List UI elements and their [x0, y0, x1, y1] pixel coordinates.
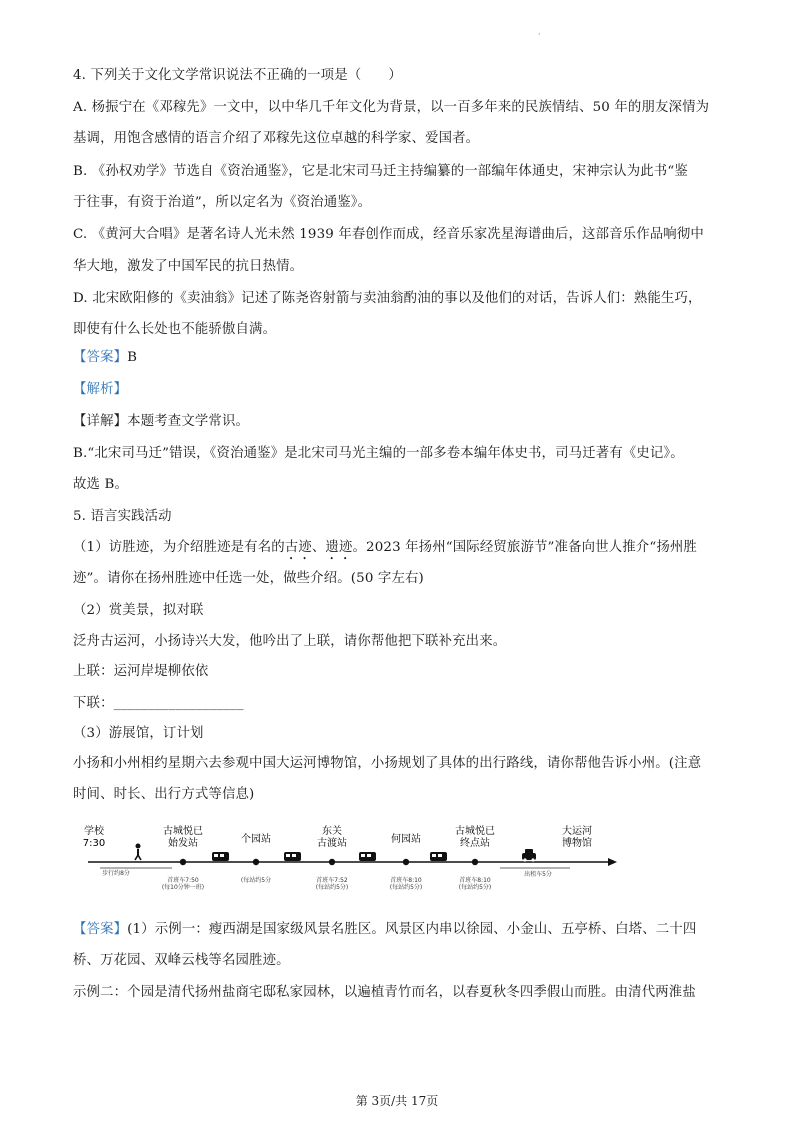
- stop-dot: [253, 859, 259, 865]
- q5-stem: 5. 语言实践活动: [73, 509, 172, 524]
- q4-option-c-line2: 华大地，激发了中国军民的抗日热情。: [73, 259, 304, 274]
- stop-subtitle: 博物馆: [562, 838, 592, 849]
- stop-name: 古城悦已: [455, 826, 495, 837]
- q5-answer-line1: [73, 920, 696, 940]
- answer-value: B: [127, 350, 138, 365]
- page-mark: ·: [538, 30, 541, 39]
- q5-part1-text-a: （1）访胜迹，为介绍胜迹是有名的: [73, 540, 285, 555]
- lower-couplet-blank: 下联：___________________: [73, 696, 244, 711]
- route-note: (每站约5分): [315, 884, 349, 891]
- bus-icon-2: [284, 852, 301, 861]
- q4-option-b-line2: 于往事，有资于治道”，所以定名为《资治通鉴》。: [73, 195, 372, 210]
- stop-dot: [472, 859, 478, 865]
- q4-option-c-line1: C. 《黄河大合唱》是著名诗人光未然 1939 年春创作而成，经音乐家冼星海谱曲后，这部音乐作品响彻中: [73, 227, 704, 242]
- emphasized-word-yiji: 遗迹: [325, 540, 353, 555]
- stop-name: 何园站: [391, 834, 421, 845]
- route-stop: [241, 832, 271, 865]
- q5-answer-line3: 示例二：个园是清代扬州盐商宅邸私家园林，以遍植青竹而名，以春夏秋冬四季假山而胜。由清代两淮盐: [73, 985, 696, 1000]
- separator: 、: [311, 540, 326, 555]
- bus-icon-4: [430, 852, 447, 861]
- q5-part3-text-line2: 时间、时长、出行方式等信息): [73, 787, 255, 802]
- stop-dot: [403, 859, 409, 865]
- answer-tag: 【答案】: [73, 350, 128, 365]
- stop-subtitle: 7:30: [82, 838, 106, 849]
- stop-name: 东关: [322, 826, 342, 837]
- q4-option-b-line1: B. 《孙权劝学》节选自《资治通鉴》，它是北宋司马迁主持编纂的一部编年体通史，宋神宗认为此书“鉴: [73, 164, 688, 179]
- walker-icon: [135, 844, 141, 861]
- q5-part1-line1: [73, 538, 697, 563]
- q5-part3-text-line1: 小扬和小州相约星期六去参观中国大运河博物馆，小扬规划了具体的出行路线，请你帮他告诉小州。(注意: [73, 756, 702, 771]
- q4-option-d-line2: 即使有什么长处也不能骄傲自满。: [73, 322, 277, 337]
- bus-icon-3: [359, 852, 376, 861]
- page-footer: 第 3页/共 17页: [355, 1094, 439, 1108]
- route-arrowhead: [608, 858, 617, 866]
- route-stop: [83, 824, 105, 849]
- q4-detail: 【详解】本题考查文学常识。: [73, 414, 250, 429]
- stop-name: 学校: [84, 826, 104, 837]
- q4-explanation: B.“北宋司马迁”错误，《资治通鉴》是北宋司马光主编的一部多卷本编年体史书，司马迁著有《史记》。: [73, 446, 684, 461]
- q5-answer-text: (1）示例一：瘦西湖是国家级风景名胜区。风景区内串以徐园、小金山、五亭桥、白塔、二十四: [127, 922, 697, 937]
- q5-part2-title: （2）赏美景，拟对联: [73, 603, 204, 618]
- stop-dot: [329, 859, 335, 865]
- q5-part1-text-b: 。2023 年扬州“国际经贸旅游节”准备向世人推介“扬州胜: [352, 540, 697, 555]
- stop-subtitle: 终点站: [460, 838, 490, 849]
- route-note: 首班车7:52: [316, 877, 348, 884]
- route-note: 首班车8:10: [459, 877, 491, 884]
- q4-option-a-line2: 基调，用饱含感情的语言介绍了邓稼先这位卓越的科学家、爱国者。: [73, 131, 480, 146]
- stop-dot: [180, 859, 186, 865]
- bus-icon-1: [212, 852, 229, 861]
- stop-name: 古城悦已: [163, 826, 203, 837]
- q4-conclusion: 故选 B。: [73, 477, 129, 492]
- route-stop: [317, 824, 347, 865]
- route-stop: [163, 824, 203, 865]
- route-note: 首班车8:10: [390, 877, 422, 884]
- q4-analysis-tag: 【解析】: [73, 382, 128, 397]
- stop-subtitle: 始发站: [168, 838, 198, 849]
- upper-couplet: 上联：运河岸堤柳依依: [73, 664, 209, 679]
- q5-part1-line2: 迹”。请你在扬州胜迹中任选一处，做些介绍。(50 字左右): [73, 571, 424, 586]
- route-note: 出租车5分: [524, 871, 552, 878]
- q5-part2-text: 泛舟古运河，小扬诗兴大发，他吟出了上联，请你帮他把下联补充出来。: [73, 634, 507, 649]
- route-note: (每站约5分): [458, 884, 492, 891]
- route-note: 首班车7:50: [167, 877, 199, 884]
- route-diagram: [80, 822, 620, 892]
- answer-tag: 【答案】: [73, 922, 128, 937]
- q5-answer-line2: 桥、万花园、双峰云栈等名园胜迹。: [73, 953, 290, 968]
- route-note: 步行约8分: [102, 870, 130, 877]
- route-note: (每站约5分: [240, 877, 272, 884]
- stop-subtitle: 古渡站: [317, 838, 347, 849]
- q4-stem: 4. 下列关于文化文学常识说法不正确的一项是（ ）: [73, 68, 402, 83]
- q5-part3-title: （3）游展馆，订计划: [73, 726, 204, 741]
- stop-name: 个园站: [241, 834, 271, 845]
- taxi-icon: [522, 849, 536, 862]
- route-stop: [562, 824, 592, 849]
- emphasized-word-guji: 古迹: [284, 540, 312, 555]
- route-stop: [455, 824, 495, 865]
- stop-name: 大运河: [562, 826, 592, 837]
- route-note: (每10分钟一班): [161, 884, 205, 891]
- q4-option-d-line1: D. 北宋欧阳修的《卖油翁》记述了陈尧咨射箭与卖油翁酌油的事以及他们的对话，告诉人们：熟能生巧，: [73, 291, 702, 306]
- q4-answer: [73, 348, 137, 368]
- route-note: (每站约5分): [389, 884, 423, 891]
- q4-option-a-line1: A. 杨振宁在《邓稼先》一文中，以中华几千年文化为背景，以一百多年来的民族情结、50 年的朋友深情为: [73, 100, 710, 115]
- route-stop: [391, 832, 421, 865]
